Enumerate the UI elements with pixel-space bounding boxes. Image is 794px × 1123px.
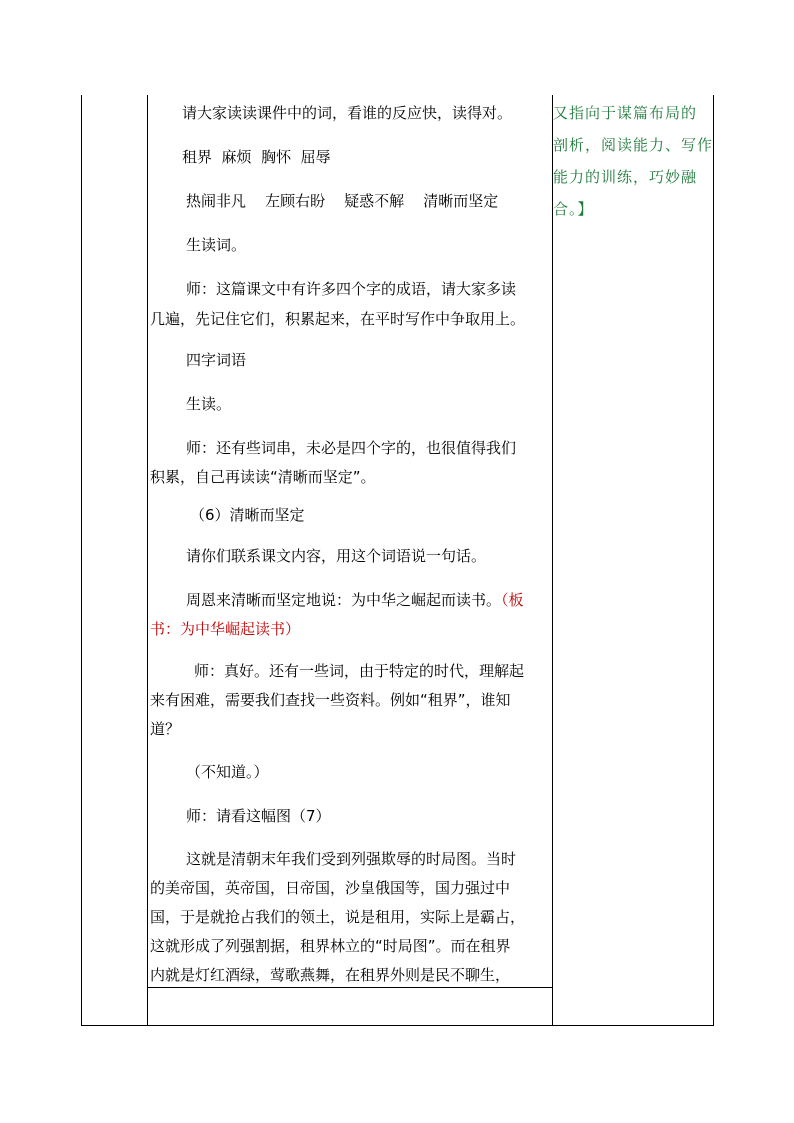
line-teacher-phrases-1: 师：还有些词串，未必是四个字的，也很值得我们 (186, 439, 517, 457)
line-student-read-words: 生读词。 (186, 236, 247, 254)
line-teacher-era-3: 道？ (150, 720, 181, 738)
line-look-at-picture: 师：请看这幅图（7） (186, 807, 331, 825)
line-history-3: 国，于是就抢占我们的领土，说是租用，实际上是霸占， (150, 908, 526, 926)
table-divider-left (147, 95, 148, 1026)
line-teacher-idioms-2: 几遍，先记住它们，积累起来，在平时写作中争取用上。 (150, 310, 526, 328)
side-note (553, 97, 715, 225)
line-history-2: 的美帝国，英帝国，日帝国，沙皇俄国等，国力强过中 (150, 879, 511, 897)
board-note-start: （板 (501, 591, 524, 609)
line-read-words: 请大家读读课件中的词，看谁的反应快，读得对。 (182, 104, 513, 122)
line-make-sentence: 请你们联系课文内容，用这个词语说一句话。 (186, 547, 487, 565)
line-history-1: 这就是清朝末年我们受到列强欺辱的时局图。当时 (186, 850, 517, 868)
line-teacher-idioms-1: 师：这篇课文中有许多四个字的成语，请大家多读 (186, 280, 517, 298)
line-dont-know: （不知道。） (186, 763, 269, 781)
line-teacher-era-1: 师：真好。还有一些词，由于特定的时代，理解起 (194, 662, 525, 680)
line-history-5: 内就是灯红酒绿，莺歌燕舞，在租界外则是民不聊生， (150, 966, 511, 984)
line-teacher-phrases-2: 积累，自己再读读“清晰而坚定”。 (150, 468, 376, 486)
note-line-4: 合。】 (553, 200, 594, 218)
note-line-3: 能力的训练，巧妙融 (553, 168, 698, 186)
line-four-char-words: 四字词语 (186, 351, 247, 369)
line-slide-6: （6）清晰而坚定 (190, 506, 305, 524)
line-history-4: 这就形成了列强割据，租界林立的“时局图”。而在租界 (150, 937, 511, 955)
line-teacher-era-2: 来有困难，需要我们查找一些资料。例如“租界”，谁知 (150, 691, 511, 709)
note-line-2: 剖析，阅读能力、写作 (553, 136, 714, 154)
line-board-note: 书：为中华崛起读书） (150, 620, 301, 638)
line-zhou-enlai-1 (150, 585, 552, 615)
line-word-list-1: 租界 麻烦 胸怀 屈辱 (182, 148, 331, 166)
zhou-enlai-quote: 周恩来清晰而坚定地说：为中华之崛起而读书。 (186, 591, 502, 609)
note-line-1: 又指向于谋篇布局的 (553, 104, 698, 122)
table-divider-right (552, 95, 553, 1026)
line-word-list-2: 热闹非凡 左顾右盼 疑惑不解 清晰而坚定 (186, 192, 499, 210)
line-student-read: 生读。 (186, 395, 232, 413)
